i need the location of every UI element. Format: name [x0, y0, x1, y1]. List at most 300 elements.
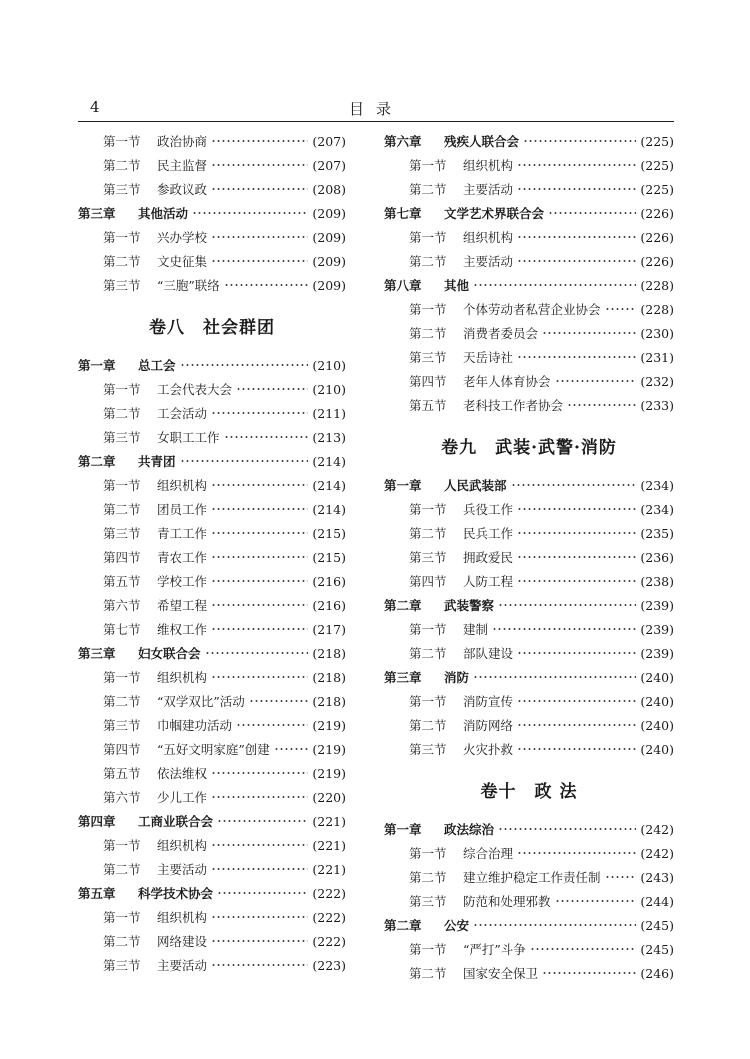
- entry-page-number: (216): [312, 597, 346, 613]
- dot-leader: [236, 724, 308, 726]
- entry-page-number: (223): [312, 957, 346, 973]
- toc-chapter-entry[interactable]: [384, 913, 674, 937]
- entry-page-number: (225): [640, 133, 674, 149]
- entry-label: 第三节: [103, 958, 141, 973]
- entry-page-number: (239): [640, 645, 674, 661]
- toc-section-entry[interactable]: [78, 377, 346, 401]
- entry-label: 第一节: [103, 382, 141, 397]
- entry-page-number: (236): [640, 549, 674, 565]
- dot-leader: [224, 436, 309, 438]
- entry-title: 天岳诗社: [463, 350, 514, 365]
- entry-page-number: (226): [640, 229, 674, 245]
- toc-section-entry[interactable]: [78, 905, 346, 929]
- entry-label: 第三节: [103, 278, 141, 293]
- toc-left-column: [78, 129, 346, 977]
- entry-title: 建制: [463, 622, 489, 637]
- entry-label: 第三章: [78, 206, 116, 221]
- toc-section-entry[interactable]: [384, 393, 674, 417]
- entry-label: 第三节: [103, 718, 141, 733]
- page-header: [78, 98, 674, 122]
- entry-page-number: (226): [640, 253, 674, 269]
- entry-page-number: (221): [312, 813, 346, 829]
- entry-label: 第二节: [409, 646, 447, 661]
- entry-title: 人防工程: [463, 574, 514, 589]
- entry-title: 希望工程: [157, 598, 208, 613]
- entry-label: 第一节: [409, 942, 447, 957]
- toc-section-entry[interactable]: [384, 641, 674, 665]
- dot-leader: [473, 924, 636, 926]
- entry-label: 第五章: [78, 886, 116, 901]
- entry-title: 组织机构: [157, 670, 208, 685]
- toc-chapter-entry[interactable]: [384, 273, 674, 297]
- toc-section-entry[interactable]: [78, 617, 346, 641]
- entry-page-number: (225): [640, 181, 674, 197]
- entry-title: 建立维护稳定工作责任制: [463, 870, 601, 885]
- dot-leader: [473, 676, 636, 678]
- volume-number: 卷九: [441, 437, 478, 458]
- volume-number: 卷十: [480, 781, 517, 802]
- dot-leader: [517, 556, 636, 558]
- toc-section-entry[interactable]: [78, 425, 346, 449]
- toc-section-entry[interactable]: [384, 297, 674, 321]
- entry-title: 政治协商: [157, 134, 208, 149]
- toc-section-entry[interactable]: [384, 321, 674, 345]
- entry-title: “五好文明家庭”创建: [157, 742, 270, 757]
- entry-label: 第四节: [103, 742, 141, 757]
- volume-title: 武装·武警·消防: [495, 437, 617, 458]
- toc-section-entry[interactable]: [384, 713, 674, 737]
- entry-page-number: (240): [640, 741, 674, 757]
- toc-section-entry[interactable]: [78, 273, 346, 297]
- entry-label: 第一节: [103, 230, 141, 245]
- dot-leader: [517, 508, 636, 510]
- dot-leader: [211, 844, 308, 846]
- entry-page-number: (242): [640, 845, 674, 861]
- entry-page-number: (222): [312, 885, 346, 901]
- entry-page-number: (222): [312, 909, 346, 925]
- entry-page-number: (222): [312, 933, 346, 949]
- entry-page-number: (221): [312, 861, 346, 877]
- volume-heading: [384, 761, 674, 817]
- entry-label: 第一节: [409, 622, 447, 637]
- toc-section-entry[interactable]: [384, 689, 674, 713]
- entry-title: 主要活动: [157, 958, 208, 973]
- toc-chapter-entry[interactable]: [384, 593, 674, 617]
- entry-title: 总工会: [138, 358, 176, 373]
- dot-leader: [211, 556, 308, 558]
- toc-section-entry[interactable]: [78, 225, 346, 249]
- entry-label: 第一节: [409, 502, 447, 517]
- entry-page-number: (231): [640, 349, 674, 365]
- entry-title: 火灾扑救: [463, 742, 514, 757]
- toc-section-entry[interactable]: [78, 929, 346, 953]
- entry-page-number: (219): [312, 717, 346, 733]
- dot-leader: [217, 820, 308, 822]
- dot-leader: [605, 876, 637, 878]
- entry-label: 第二节: [409, 526, 447, 541]
- entry-label: 第二节: [103, 502, 141, 517]
- entry-label: 第六节: [103, 790, 141, 805]
- toc-section-entry[interactable]: [384, 961, 674, 985]
- entry-label: 第五节: [103, 574, 141, 589]
- entry-title: 防范和处理邪教: [463, 894, 551, 909]
- entry-title: 消防宣传: [463, 694, 514, 709]
- dot-leader: [211, 532, 308, 534]
- entry-page-number: (240): [640, 669, 674, 685]
- entry-title: 人民武装部: [444, 478, 507, 493]
- entry-label: 第二章: [384, 598, 422, 613]
- entry-page-number: (228): [640, 301, 674, 317]
- entry-title: 组织机构: [157, 910, 208, 925]
- dot-leader: [211, 964, 308, 966]
- dot-leader: [517, 700, 636, 702]
- entry-title: 文学艺术界联合会: [444, 206, 545, 221]
- toc-section-entry[interactable]: [78, 713, 346, 737]
- entry-page-number: (207): [312, 157, 346, 173]
- entry-label: 第二节: [103, 862, 141, 877]
- entry-label: 第二节: [409, 254, 447, 269]
- dot-leader: [180, 460, 309, 462]
- entry-title: 青农工作: [157, 550, 208, 565]
- entry-label: 第二节: [103, 158, 141, 173]
- dot-leader: [555, 900, 637, 902]
- entry-page-number: (209): [312, 253, 346, 269]
- entry-title: 综合治理: [463, 846, 514, 861]
- entry-page-number: (220): [312, 789, 346, 805]
- dot-leader: [224, 284, 309, 286]
- entry-title: 拥政爱民: [463, 550, 514, 565]
- toc-section-entry[interactable]: [384, 617, 674, 641]
- entry-title: 主要活动: [463, 182, 514, 197]
- entry-title: 消费者委员会: [463, 326, 539, 341]
- entry-title: 武装警察: [444, 598, 495, 613]
- toc-chapter-entry[interactable]: [384, 473, 674, 497]
- entry-page-number: (208): [312, 181, 346, 197]
- entry-page-number: (211): [312, 405, 346, 421]
- entry-label: 第七节: [103, 622, 141, 637]
- toc-section-entry[interactable]: [78, 249, 346, 273]
- dot-leader: [498, 828, 636, 830]
- entry-page-number: (219): [312, 765, 346, 781]
- entry-page-number: (215): [312, 525, 346, 541]
- entry-page-number: (213): [312, 429, 346, 445]
- entry-page-number: (210): [312, 381, 346, 397]
- toc-section-entry[interactable]: [78, 129, 346, 153]
- entry-label: 第七章: [384, 206, 422, 221]
- entry-page-number: (225): [640, 157, 674, 173]
- dot-leader: [473, 284, 636, 286]
- entry-title: 民兵工作: [463, 526, 514, 541]
- volume-heading: [384, 417, 674, 473]
- toc-section-entry[interactable]: [78, 569, 346, 593]
- toc-section-entry[interactable]: [384, 841, 674, 865]
- dot-leader: [274, 748, 309, 750]
- dot-leader: [211, 580, 308, 582]
- entry-title: 团员工作: [157, 502, 208, 517]
- dot-leader: [517, 260, 636, 262]
- entry-page-number: (245): [640, 917, 674, 933]
- dot-leader: [211, 604, 308, 606]
- entry-label: 第一章: [384, 822, 422, 837]
- entry-page-number: (221): [312, 837, 346, 853]
- entry-label: 第五节: [103, 766, 141, 781]
- entry-label: 第一节: [409, 846, 447, 861]
- toc-section-entry[interactable]: [78, 833, 346, 857]
- toc-chapter-entry[interactable]: [78, 201, 346, 225]
- entry-label: 第三节: [103, 430, 141, 445]
- toc-section-entry[interactable]: [384, 177, 674, 201]
- toc-chapter-entry[interactable]: [384, 201, 674, 225]
- entry-label: 第四节: [103, 550, 141, 565]
- entry-page-number: (243): [640, 869, 674, 885]
- dot-leader: [180, 364, 309, 366]
- toc-section-entry[interactable]: [384, 497, 674, 521]
- dot-leader: [205, 652, 309, 654]
- toc-section-entry[interactable]: [78, 593, 346, 617]
- toc-section-entry[interactable]: [78, 665, 346, 689]
- dot-leader: [211, 796, 308, 798]
- entry-title: 青工工作: [157, 526, 208, 541]
- entry-label: 第一节: [103, 670, 141, 685]
- dot-leader: [555, 380, 637, 382]
- dot-leader: [211, 508, 308, 510]
- entry-title: 民主监督: [157, 158, 208, 173]
- entry-page-number: (246): [640, 965, 674, 981]
- entry-label: 第二节: [103, 934, 141, 949]
- toc-section-entry[interactable]: [384, 569, 674, 593]
- toc-chapter-entry[interactable]: [78, 353, 346, 377]
- entry-page-number: (210): [312, 357, 346, 373]
- dot-leader: [211, 484, 308, 486]
- entry-title: 兴办学校: [157, 230, 208, 245]
- entry-label: 第一章: [78, 358, 116, 373]
- entry-title: 主要活动: [463, 254, 514, 269]
- entry-label: 第一节: [409, 158, 447, 173]
- entry-label: 第三章: [384, 670, 422, 685]
- toc-section-entry[interactable]: [78, 737, 346, 761]
- dot-leader: [249, 700, 309, 702]
- entry-title: 工商业联合会: [138, 814, 214, 829]
- dot-leader: [605, 308, 637, 310]
- toc-section-entry[interactable]: [78, 401, 346, 425]
- toc-section-entry[interactable]: [384, 545, 674, 569]
- toc-chapter-entry[interactable]: [78, 641, 346, 665]
- entry-title: 老科技工作者协会: [463, 398, 564, 413]
- entry-label: 第一节: [409, 230, 447, 245]
- entry-title: 老年人体育协会: [463, 374, 551, 389]
- entry-title: 女职工工作: [157, 430, 220, 445]
- dot-leader: [517, 164, 636, 166]
- entry-page-number: (219): [312, 741, 346, 757]
- entry-label: 第二章: [78, 454, 116, 469]
- dot-leader: [211, 164, 308, 166]
- entry-page-number: (234): [640, 501, 674, 517]
- entry-label: 第一节: [103, 910, 141, 925]
- entry-title: 残疾人联合会: [444, 134, 520, 149]
- entry-label: 第二章: [384, 918, 422, 933]
- dot-leader: [548, 212, 636, 214]
- toc-section-entry[interactable]: [384, 937, 674, 961]
- entry-label: 第三章: [78, 646, 116, 661]
- dot-leader: [567, 404, 636, 406]
- toc-chapter-entry[interactable]: [78, 809, 346, 833]
- header-rule: [78, 121, 674, 122]
- toc-section-entry[interactable]: [384, 521, 674, 545]
- entry-label: 第二节: [409, 966, 447, 981]
- entry-page-number: (209): [312, 277, 346, 293]
- dot-leader: [517, 748, 636, 750]
- entry-label: 第四节: [409, 374, 447, 389]
- header-title: 目录: [348, 100, 403, 118]
- toc-chapter-entry[interactable]: [384, 665, 674, 689]
- entry-page-number: (216): [312, 573, 346, 589]
- entry-title: 共青团: [138, 454, 176, 469]
- entry-page-number: (239): [640, 621, 674, 637]
- toc-section-entry[interactable]: [78, 785, 346, 809]
- entry-label: 第二节: [409, 182, 447, 197]
- entry-page-number: (228): [640, 277, 674, 293]
- dot-leader: [211, 140, 308, 142]
- entry-page-number: (235): [640, 525, 674, 541]
- entry-title: 其他活动: [138, 206, 189, 221]
- toc-section-entry[interactable]: [384, 369, 674, 393]
- dot-leader: [498, 604, 636, 606]
- toc-section-entry[interactable]: [384, 865, 674, 889]
- dot-leader: [542, 332, 636, 334]
- toc-section-entry[interactable]: [78, 857, 346, 881]
- toc-section-entry[interactable]: [384, 153, 674, 177]
- dot-leader: [211, 940, 308, 942]
- entry-page-number: (240): [640, 693, 674, 709]
- entry-label: 第一节: [409, 694, 447, 709]
- dot-leader: [517, 532, 636, 534]
- toc-chapter-entry[interactable]: [78, 881, 346, 905]
- dot-leader: [542, 972, 636, 974]
- entry-page-number: (232): [640, 373, 674, 389]
- toc-section-entry[interactable]: [384, 737, 674, 761]
- entry-title: 政法综治: [444, 822, 495, 837]
- toc-section-entry[interactable]: [384, 345, 674, 369]
- entry-label: 第一节: [103, 134, 141, 149]
- toc-section-entry[interactable]: [78, 473, 346, 497]
- toc-section-entry[interactable]: [78, 761, 346, 785]
- entry-title: 科学技术协会: [138, 886, 214, 901]
- toc-right-column: [384, 129, 674, 985]
- dot-leader: [211, 188, 308, 190]
- dot-leader: [517, 236, 636, 238]
- entry-page-number: (239): [640, 597, 674, 613]
- entry-page-number: (214): [312, 501, 346, 517]
- toc-section-entry[interactable]: [78, 521, 346, 545]
- toc-section-entry[interactable]: [78, 953, 346, 977]
- entry-title: 兵役工作: [463, 502, 514, 517]
- entry-page-number: (218): [312, 693, 346, 709]
- entry-title: 消防: [444, 670, 470, 685]
- toc-section-entry[interactable]: [384, 889, 674, 913]
- volume-heading: [78, 297, 346, 353]
- toc-section-entry[interactable]: [384, 225, 674, 249]
- entry-title: 工会活动: [157, 406, 208, 421]
- dot-leader: [211, 412, 308, 414]
- dot-leader: [517, 724, 636, 726]
- entry-label: 第一节: [409, 302, 447, 317]
- entry-label: 第一章: [384, 478, 422, 493]
- toc-section-entry[interactable]: [78, 153, 346, 177]
- toc-section-entry[interactable]: [78, 177, 346, 201]
- volume-number: 卷八: [149, 317, 185, 338]
- entry-title: 维权工作: [157, 622, 208, 637]
- entry-label: 第一节: [103, 838, 141, 853]
- entry-page-number: (209): [312, 229, 346, 245]
- entry-label: 第二节: [409, 326, 447, 341]
- entry-title: 组织机构: [463, 230, 514, 245]
- entry-label: 第五节: [409, 398, 447, 413]
- entry-title: “三胞”联络: [157, 278, 220, 293]
- entry-title: 部队建设: [463, 646, 514, 661]
- dot-leader: [211, 628, 308, 630]
- entry-page-number: (209): [312, 205, 346, 221]
- toc-chapter-entry[interactable]: [384, 817, 674, 841]
- dot-leader: [192, 212, 308, 214]
- entry-title: 主要活动: [157, 862, 208, 877]
- toc-section-entry[interactable]: [78, 545, 346, 569]
- entry-title: “严打”斗争: [463, 942, 526, 957]
- entry-title: 网络建设: [157, 934, 208, 949]
- entry-page-number: (226): [640, 205, 674, 221]
- volume-title: 政 法: [534, 781, 578, 802]
- toc-chapter-entry[interactable]: [78, 449, 346, 473]
- dot-leader: [492, 628, 636, 630]
- entry-page-number: (234): [640, 477, 674, 493]
- entry-page-number: (244): [640, 893, 674, 909]
- dot-leader: [517, 852, 636, 854]
- dot-leader: [211, 772, 308, 774]
- entry-label: 第二节: [409, 718, 447, 733]
- entry-label: 第二节: [103, 694, 141, 709]
- entry-page-number: (245): [640, 941, 674, 957]
- dot-leader: [211, 916, 308, 918]
- entry-title: 组织机构: [463, 158, 514, 173]
- toc-section-entry[interactable]: [78, 497, 346, 521]
- entry-page-number: (242): [640, 821, 674, 837]
- dot-leader: [511, 484, 637, 486]
- dot-leader: [236, 388, 308, 390]
- entry-label: 第三节: [103, 182, 141, 197]
- toc-chapter-entry[interactable]: [384, 129, 674, 153]
- entry-label: 第三节: [103, 526, 141, 541]
- entry-title: 消防网络: [463, 718, 514, 733]
- entry-label: 第四节: [409, 574, 447, 589]
- entry-label: 第三节: [409, 742, 447, 757]
- entry-title: 巾帼建功活动: [157, 718, 233, 733]
- dot-leader: [211, 236, 308, 238]
- entry-label: 第二节: [409, 870, 447, 885]
- dot-leader: [211, 260, 308, 262]
- dot-leader: [517, 652, 636, 654]
- toc-section-entry[interactable]: [384, 249, 674, 273]
- entry-title: 组织机构: [157, 838, 208, 853]
- entry-title: 其他: [444, 278, 470, 293]
- dot-leader: [523, 140, 636, 142]
- entry-page-number: (230): [640, 325, 674, 341]
- entry-page-number: (215): [312, 549, 346, 565]
- dot-leader: [517, 356, 636, 358]
- entry-title: 妇女联合会: [138, 646, 201, 661]
- toc-section-entry[interactable]: [78, 689, 346, 713]
- entry-title: 学校工作: [157, 574, 208, 589]
- entry-title: 依法维权: [157, 766, 208, 781]
- dot-leader: [211, 676, 308, 678]
